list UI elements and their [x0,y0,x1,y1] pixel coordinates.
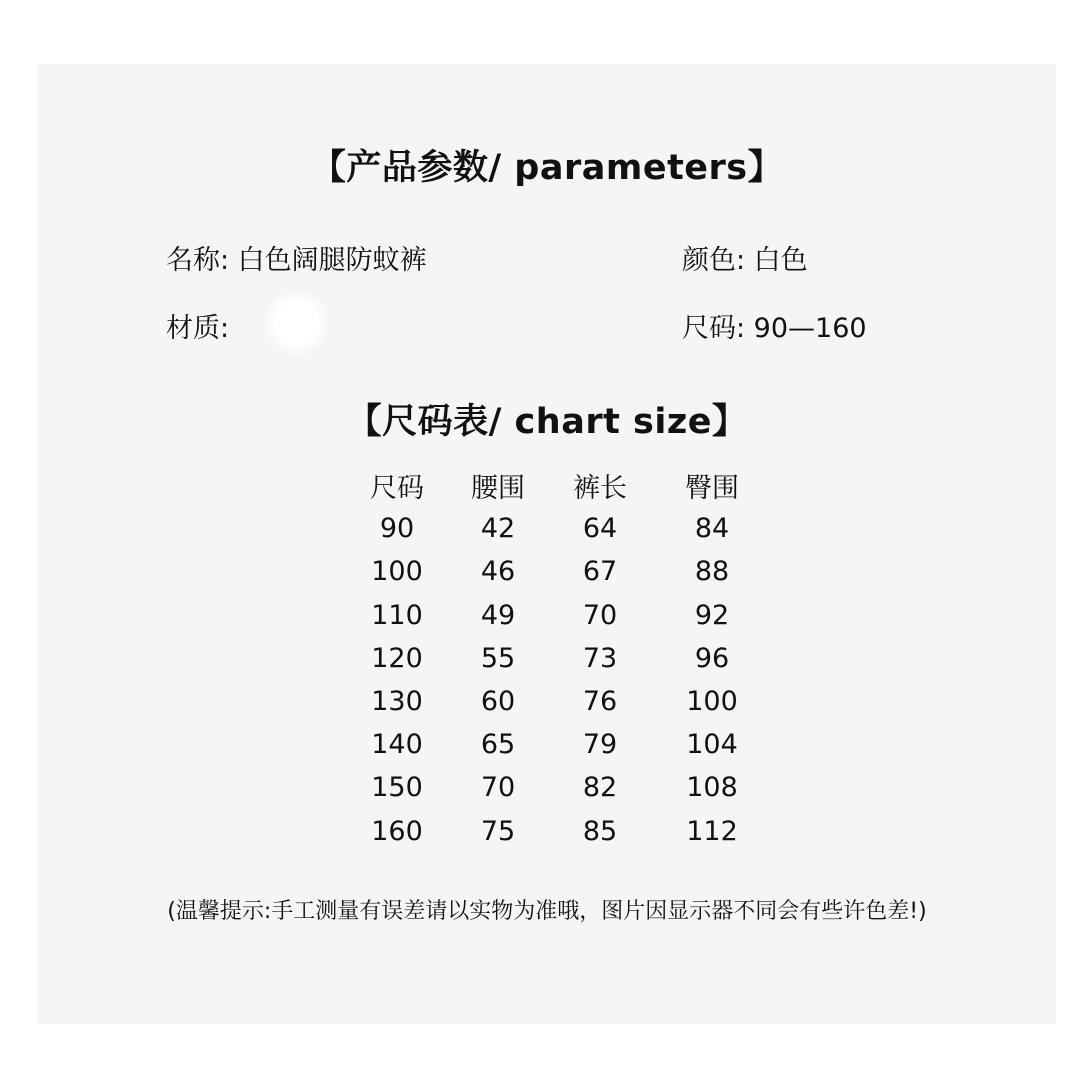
table-cell: 82 [582,772,618,804]
table-cell: 84 [694,513,730,545]
table-cell: 100 [371,556,423,588]
table-cell: 120 [371,642,423,674]
table-cell: 112 [686,815,738,847]
header-waist: 腰围 [471,473,525,505]
table-cell: 65 [480,729,516,761]
table-cell: 88 [694,556,730,588]
table-cell: 85 [582,815,618,847]
table-cell: 90 [379,513,415,545]
table-row [356,810,782,853]
table-cell: 79 [582,729,618,761]
table-cell: 64 [582,513,618,545]
table-cell: 140 [371,729,423,761]
header-hip: 臀围 [685,473,739,505]
table-cell: 46 [480,556,516,588]
material-field: 材质: [166,313,230,344]
table-row [356,507,782,550]
parameters-title: 【产品参数/ parameters】 [310,148,784,188]
table-row [356,723,782,766]
table-row [356,680,782,723]
size-chart-title: 【尺码表/ chart size】 [346,402,748,442]
table-cell: 110 [371,599,423,631]
table-row [356,766,782,809]
header-length: 裤长 [573,473,627,505]
table-cell: 130 [371,686,423,718]
table-cell: 76 [582,686,618,718]
table-cell: 60 [480,686,516,718]
product-name-field: 名称: 白色阔腿防蚊裤 [166,245,427,276]
color-field: 颜色: 白色 [682,245,808,276]
product-info-panel [38,64,1056,1024]
table-cell: 92 [694,599,730,631]
table-cell: 108 [686,772,738,804]
measurement-note: (温馨提示:手工测量有误差请以实物为准哦，图片因显示器不同会有些许色差!) [167,899,927,924]
table-cell: 75 [480,815,516,847]
table-cell: 100 [686,686,738,718]
table-cell: 49 [480,599,516,631]
table-cell: 70 [582,599,618,631]
header-size: 尺码 [370,473,424,505]
table-header-row [356,464,782,507]
table-cell: 42 [480,513,516,545]
table-row [356,594,782,637]
table-cell: 67 [582,556,618,588]
table-cell: 55 [480,642,516,674]
table-cell: 104 [686,729,738,761]
table-cell: 70 [480,772,516,804]
material-blur-spot [264,290,330,356]
table-cell: 96 [694,642,730,674]
table-cell: 150 [371,772,423,804]
table-row [356,550,782,593]
table-row [356,637,782,680]
table-cell: 160 [371,815,423,847]
size-range-field: 尺码: 90—160 [682,313,867,344]
table-cell: 73 [582,642,618,674]
size-chart-table [356,464,782,853]
